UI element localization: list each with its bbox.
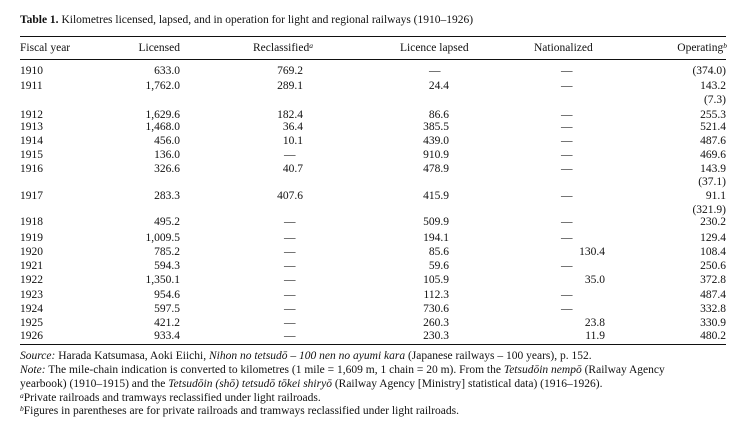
cell-nationalized: — — [561, 149, 573, 161]
cell-operating: 372.8 — [700, 274, 726, 286]
cell-operating-reclassified: (37.1) — [698, 176, 726, 188]
cell-operating: 129.4 — [700, 232, 726, 244]
cell-licensed: 954.6 — [154, 289, 180, 301]
cell-licensed: 933.4 — [154, 330, 180, 342]
cell-nationalized: — — [561, 260, 573, 272]
cell-year: 1921 — [20, 260, 43, 272]
cell-year: 1911 — [20, 80, 43, 92]
cell-reclassified: 36.4 — [282, 121, 303, 133]
footnote-b: $^b$Figures in parentheses are for private railroads and tramways reclassified under light railroads. — [20, 404, 459, 417]
cell-reclassified: 769.2 — [277, 65, 303, 77]
cell-nationalized: 35.0 — [584, 274, 605, 286]
cell-year: 1922 — [20, 274, 43, 286]
cell-lapsed: 260.3 — [423, 317, 449, 329]
cell-year: 1912 — [20, 109, 43, 121]
cell-year: 1926 — [20, 330, 43, 342]
cell-reclassified: — — [284, 149, 296, 161]
cell-reclassified: 407.6 — [277, 190, 303, 202]
cell-year: 1924 — [20, 303, 43, 315]
cell-operating: 255.3 — [700, 109, 726, 121]
cell-operating: (374.0) — [692, 65, 726, 77]
cell-lapsed: 112.3 — [423, 289, 449, 301]
cell-operating: 230.2 — [700, 216, 726, 228]
header-licence-lapsed: Licence lapsed — [400, 42, 469, 54]
cell-lapsed: 230.3 — [423, 330, 449, 342]
cell-year: 1914 — [20, 135, 43, 147]
cell-year: 1920 — [20, 246, 43, 258]
table-number: Table 1. — [20, 14, 59, 26]
cell-year: 1910 — [20, 65, 43, 77]
cell-licensed: 136.0 — [154, 149, 180, 161]
cell-year: 1915 — [20, 149, 43, 161]
source-note: Source: Harada Katsumasa, Aoki Eiichi, Nihon no tetsudō – 100 nen no ayumi kara (Japanese railways – 100 years), p. 152. — [20, 350, 592, 362]
cell-reclassified: — — [284, 246, 296, 258]
cell-lapsed: 509.9 — [423, 216, 449, 228]
cell-year: 1916 — [20, 163, 43, 175]
cell-lapsed: 85.6 — [428, 246, 449, 258]
cell-licensed: 1,009.5 — [145, 232, 180, 244]
cell-reclassified: — — [284, 317, 296, 329]
cell-licensed: 283.3 — [154, 190, 180, 202]
cell-licensed: 1,629.6 — [145, 109, 180, 121]
cell-year: 1917 — [20, 190, 43, 202]
cell-year: 1918 — [20, 216, 43, 228]
header-nationalized: Nationalized — [534, 42, 593, 54]
cell-nationalized: 130.4 — [579, 246, 605, 258]
note-line-2: yearbook) (1910–1915) and the Tetsudōin (shō) tetsudō tōkei shiryō (Railway Agency [Ministry] statistical data) (1916–1926). — [20, 378, 603, 390]
cell-year: 1923 — [20, 289, 43, 301]
cell-operating-reclassified: (7.3) — [703, 94, 726, 106]
cell-licensed: 421.2 — [154, 317, 180, 329]
cell-licensed: 456.0 — [154, 135, 180, 147]
cell-licensed: 1,468.0 — [145, 121, 180, 133]
cell-nationalized: — — [561, 109, 573, 121]
cell-year: 1925 — [20, 317, 43, 329]
cell-lapsed: 385.5 — [423, 121, 449, 133]
cell-reclassified: 289.1 — [277, 80, 303, 92]
cell-nationalized: — — [561, 289, 573, 301]
cell-nationalized: 23.8 — [584, 317, 605, 329]
cell-year: 1913 — [20, 121, 43, 133]
footnote-mark-b: b — [723, 41, 727, 50]
cell-nationalized: — — [561, 135, 573, 147]
cell-lapsed: 415.9 — [423, 190, 449, 202]
cell-licensed: 326.6 — [154, 163, 180, 175]
cell-lapsed: 105.9 — [423, 274, 449, 286]
note-line-1: Note: The mile-chain indication is converted to kilometres (1 mile = 1,609 m, 1 chain = 20 m). From the Tetsudōin nempō (Railway Agency — [20, 364, 665, 376]
cell-lapsed: 478.9 — [423, 163, 449, 175]
cell-operating: 487.6 — [700, 135, 726, 147]
cell-licensed: 785.2 — [154, 246, 180, 258]
cell-operating: 108.4 — [700, 246, 726, 258]
bottom-rule — [20, 344, 726, 345]
cell-lapsed: 730.6 — [423, 303, 449, 315]
cell-reclassified: 40.7 — [282, 163, 303, 175]
cell-licensed: 495.2 — [154, 216, 180, 228]
cell-nationalized: 11.9 — [585, 330, 605, 342]
header-rule — [20, 59, 726, 60]
cell-reclassified: — — [284, 274, 296, 286]
cell-operating: 91.1 — [705, 190, 726, 202]
footnote-mark-a: a — [309, 41, 313, 50]
header-operating: Operating$^b$ — [677, 41, 727, 54]
cell-reclassified: — — [284, 260, 296, 272]
cell-reclassified: — — [284, 330, 296, 342]
cell-nationalized: — — [561, 163, 573, 175]
cell-lapsed: 910.9 — [423, 149, 449, 161]
cell-reclassified: 10.1 — [282, 135, 303, 147]
table-title — [20, 14, 473, 26]
cell-operating: 521.4 — [700, 121, 726, 133]
cell-lapsed: 86.6 — [428, 109, 449, 121]
cell-reclassified: — — [284, 216, 296, 228]
cell-licensed: 1,350.1 — [145, 274, 180, 286]
cell-reclassified: 182.4 — [277, 109, 303, 121]
top-rule — [20, 36, 726, 37]
cell-operating: 487.4 — [700, 289, 726, 301]
cell-nationalized: — — [561, 65, 573, 77]
cell-operating-reclassified: (321.9) — [692, 204, 726, 216]
cell-nationalized: — — [561, 232, 573, 244]
header-fiscal-year: Fiscal year — [20, 42, 71, 54]
cell-reclassified: — — [284, 232, 296, 244]
cell-nationalized: — — [561, 303, 573, 315]
cell-nationalized: — — [561, 216, 573, 228]
cell-nationalized: — — [561, 80, 573, 92]
cell-operating: 332.8 — [700, 303, 726, 315]
cell-nationalized: — — [561, 190, 573, 202]
cell-lapsed: 194.1 — [423, 232, 449, 244]
cell-reclassified: — — [284, 289, 296, 301]
header-licensed: Licensed — [138, 42, 180, 54]
cell-year: 1919 — [20, 232, 43, 244]
cell-operating: 330.9 — [700, 317, 726, 329]
cell-operating: 469.6 — [700, 149, 726, 161]
cell-nationalized: — — [561, 121, 573, 133]
cell-operating: 250.6 — [700, 260, 726, 272]
cell-operating: 143.9 — [700, 163, 726, 175]
cell-operating: 143.2 — [700, 80, 726, 92]
cell-licensed: 597.5 — [154, 303, 180, 315]
footnote-a: $^a$Private railroads and tramways reclassified under light railroads. — [20, 391, 321, 404]
cell-operating: 480.2 — [700, 330, 726, 342]
table-title-text: Kilometres licensed, lapsed, and in operation for light and regional railways (1910–1926) — [61, 14, 474, 26]
cell-lapsed: 59.6 — [428, 260, 449, 272]
cell-lapsed: 24.4 — [428, 80, 449, 92]
cell-licensed: 1,762.0 — [145, 80, 180, 92]
cell-licensed: 633.0 — [154, 65, 180, 77]
header-reclassified: Reclassified$^a$ — [253, 41, 313, 54]
cell-lapsed: 439.0 — [423, 135, 449, 147]
cell-reclassified: — — [284, 303, 296, 315]
cell-licensed: 594.3 — [154, 260, 180, 272]
cell-lapsed: — — [429, 65, 441, 77]
